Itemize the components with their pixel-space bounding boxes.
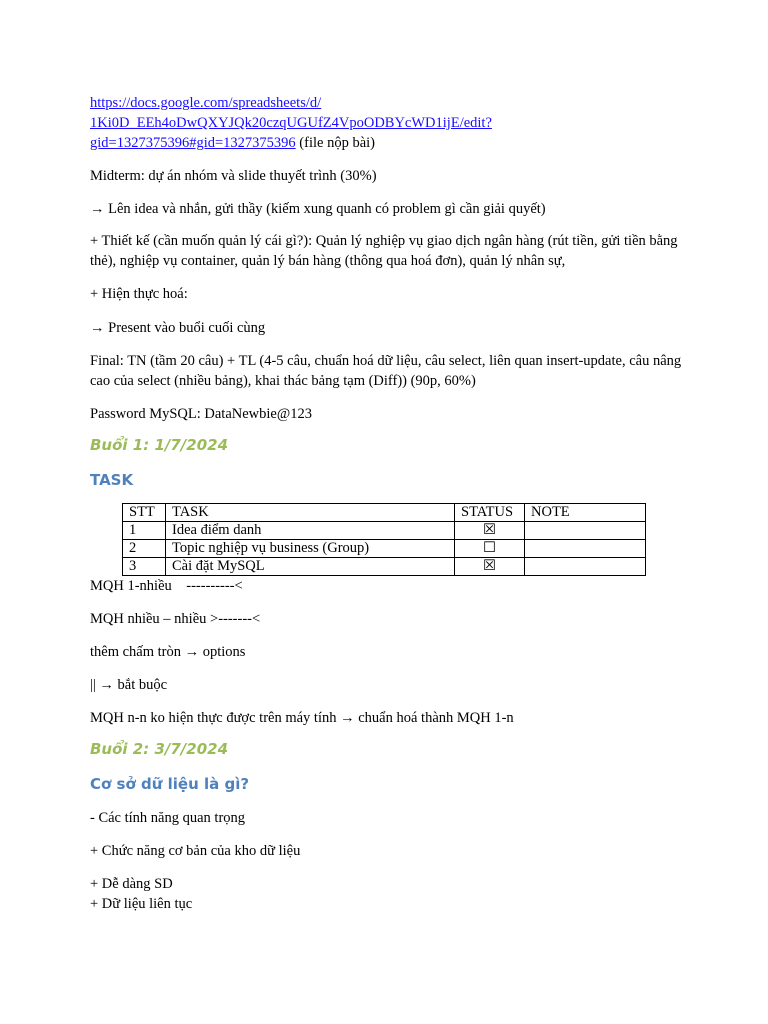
list-item: - Các tính năng quan trọng — [90, 810, 246, 826]
session-1-heading: Buổi 1: 1/7/2024 — [90, 436, 229, 454]
session-2-heading: Buổi 2: 3/7/2024 — [90, 740, 229, 758]
cell-stt: 1 — [123, 522, 166, 540]
link-line-1: https://docs.google.com/spreadsheets/d/ — [90, 95, 322, 111]
header-task: TASK — [166, 504, 455, 522]
cell-task: Cài đặt MySQL — [166, 558, 455, 576]
header-stt: STT — [123, 504, 166, 522]
implement-text: + Hiện thực hoá: — [90, 286, 188, 302]
design-text: + Thiết kế (cần muốn quản lý cái gì?): Quản lý nghiệp vụ giao dịch ngân hàng (rút tiền, gửi tiền bằng thẻ), nghiệp vụ container, quản lý bán hàng (thông qua hoá đơn), quản lý nhân sự, — [90, 233, 678, 269]
link-line-2: 1Ki0D_EEh4oDwQXYJQk20czqUGUfZ4VpoODBYcWD1ijE/edit? — [90, 115, 492, 131]
note-options: thêm chấm tròn → options — [90, 644, 246, 660]
section-heading-database: Cơ sở dữ liệu là gì? — [90, 775, 250, 793]
document-page — [90, 93, 690, 914]
spreadsheet-link[interactable] — [90, 95, 492, 151]
cell-task: Idea điểm danh — [166, 522, 455, 540]
link-paragraph — [90, 93, 690, 153]
table-row — [123, 558, 646, 576]
checkbox-checked[interactable]: ☒ — [455, 522, 525, 540]
present-text: → Present vào buổi cuối cùng — [90, 320, 266, 336]
table-row — [123, 522, 646, 540]
cell-note — [525, 558, 646, 576]
note-many-many: MQH nhiều – nhiều >-------< — [90, 611, 261, 627]
note-one-many: MQH 1-nhiều ----------< — [90, 578, 243, 594]
password-text: Password MySQL: DataNewbie@123 — [90, 406, 312, 422]
task-heading: TASK — [90, 471, 134, 489]
table-row — [123, 540, 646, 558]
list-item: + Dễ dàng SD — [90, 876, 173, 892]
list-item: + Chức năng cơ bản của kho dữ liệu — [90, 843, 301, 859]
cell-stt: 2 — [123, 540, 166, 558]
cell-note — [525, 540, 646, 558]
idea-text: → Lên idea và nhắn, gửi thầy (kiếm xung quanh có problem gì cần giải quyết) — [90, 201, 546, 217]
header-status: STATUS — [455, 504, 525, 522]
list-item: + Dữ liệu liên tục — [90, 896, 193, 912]
table-header-row — [123, 504, 646, 522]
header-note: NOTE — [525, 504, 646, 522]
link-suffix: (file nộp bài) — [295, 135, 375, 151]
note-n-n: MQH n-n ko hiện thực được trên máy tính → chuẩn hoá thành MQH 1-n — [90, 710, 514, 726]
final-text: Final: TN (tầm 20 câu) + TL (4-5 câu, chuẩn hoá dữ liệu, câu select, liên quan insert-update, câu nâng cao của select (nhiều bảng), khai thác bảng tạm (Diff)) (90p, 60%) — [90, 353, 682, 389]
cell-task: Topic nghiệp vụ business (Group) — [166, 540, 455, 558]
task-table — [122, 503, 646, 576]
note-required: || → bắt buộc — [90, 677, 168, 693]
cell-stt: 3 — [123, 558, 166, 576]
checkbox-unchecked[interactable]: ☐ — [455, 540, 525, 558]
checkbox-checked[interactable]: ☒ — [455, 558, 525, 576]
link-line-3: gid=1327375396#gid=1327375396 — [90, 135, 296, 151]
cell-note — [525, 522, 646, 540]
midterm-text: Midterm: dự án nhóm và slide thuyết trình (30%) — [90, 168, 377, 184]
